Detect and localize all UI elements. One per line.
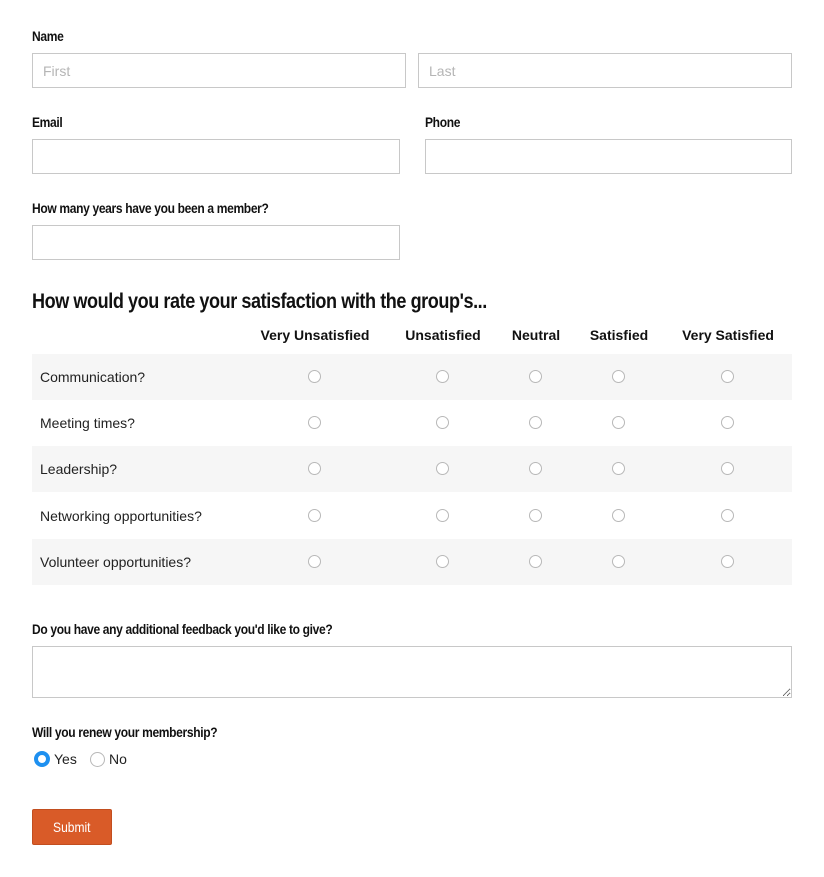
renew-option-yes[interactable] <box>34 751 77 767</box>
volunteer-unsatisfied-radio[interactable] <box>436 555 449 568</box>
column-header-very-unsatisfied: Very Unsatisfied <box>260 327 370 343</box>
networking-very-unsatisfied-radio[interactable] <box>308 509 321 522</box>
leadership-unsatisfied-radio[interactable] <box>436 462 449 475</box>
communication-very-unsatisfied-radio[interactable] <box>308 370 321 383</box>
phone-input[interactable] <box>425 139 792 174</box>
column-header-very-satisfied: Very Satisfied <box>682 327 774 343</box>
meeting-times-neutral-radio[interactable] <box>529 416 542 429</box>
matrix-row-label: Leadership? <box>40 461 118 477</box>
meeting-times-unsatisfied-radio[interactable] <box>436 416 449 429</box>
leadership-satisfied-radio[interactable] <box>612 462 625 475</box>
communication-very-satisfied-radio[interactable] <box>721 370 734 383</box>
volunteer-neutral-radio[interactable] <box>529 555 542 568</box>
renew-no-radio[interactable] <box>90 752 105 767</box>
matrix-row-communication <box>32 354 792 400</box>
meeting-times-satisfied-radio[interactable] <box>612 416 625 429</box>
matrix-row-leadership <box>32 446 792 492</box>
leadership-very-satisfied-radio[interactable] <box>721 462 734 475</box>
leadership-very-unsatisfied-radio[interactable] <box>308 462 321 475</box>
name-label: Name <box>32 28 64 44</box>
networking-unsatisfied-radio[interactable] <box>436 509 449 522</box>
matrix-row-label: Meeting times? <box>40 415 135 431</box>
communication-unsatisfied-radio[interactable] <box>436 370 449 383</box>
column-header-unsatisfied: Unsatisfied <box>405 327 481 343</box>
leadership-neutral-radio[interactable] <box>529 462 542 475</box>
meeting-times-very-satisfied-radio[interactable] <box>721 416 734 429</box>
networking-satisfied-radio[interactable] <box>612 509 625 522</box>
meeting-times-very-unsatisfied-radio[interactable] <box>308 416 321 429</box>
communication-satisfied-radio[interactable] <box>612 370 625 383</box>
feedback-label: Do you have any additional feedback you'd like to give? <box>32 621 333 637</box>
years-input[interactable] <box>32 225 400 260</box>
feedback-textarea[interactable] <box>32 646 792 698</box>
renew-no-label: No <box>109 751 127 767</box>
submit-button[interactable] <box>32 809 112 845</box>
first-name-input[interactable] <box>32 53 406 88</box>
column-header-neutral: Neutral <box>511 327 561 343</box>
matrix-row-label: Communication? <box>40 369 146 385</box>
volunteer-satisfied-radio[interactable] <box>612 555 625 568</box>
matrix-row-networking <box>32 493 792 539</box>
last-name-input[interactable] <box>418 53 792 88</box>
email-label: Email <box>32 114 63 130</box>
satisfaction-heading: How would you rate your satisfaction with the group's... <box>32 290 487 313</box>
volunteer-very-satisfied-radio[interactable] <box>721 555 734 568</box>
renew-yes-label: Yes <box>54 751 77 767</box>
email-input[interactable] <box>32 139 400 174</box>
submit-button-label: Submit <box>53 819 91 835</box>
renew-option-no[interactable] <box>90 751 127 767</box>
renew-label: Will you renew your membership? <box>32 724 218 740</box>
networking-very-satisfied-radio[interactable] <box>721 509 734 522</box>
networking-neutral-radio[interactable] <box>529 509 542 522</box>
years-label: How many years have you been a member? <box>32 200 269 216</box>
communication-neutral-radio[interactable] <box>529 370 542 383</box>
matrix-row-volunteer <box>32 539 792 585</box>
volunteer-very-unsatisfied-radio[interactable] <box>308 555 321 568</box>
matrix-row-meeting-times <box>32 400 792 446</box>
column-header-satisfied: Satisfied <box>589 327 649 343</box>
matrix-row-label: Networking opportunities? <box>40 508 202 524</box>
phone-label: Phone <box>425 114 461 130</box>
renew-yes-radio[interactable] <box>34 751 50 767</box>
matrix-row-label: Volunteer opportunities? <box>40 554 191 570</box>
